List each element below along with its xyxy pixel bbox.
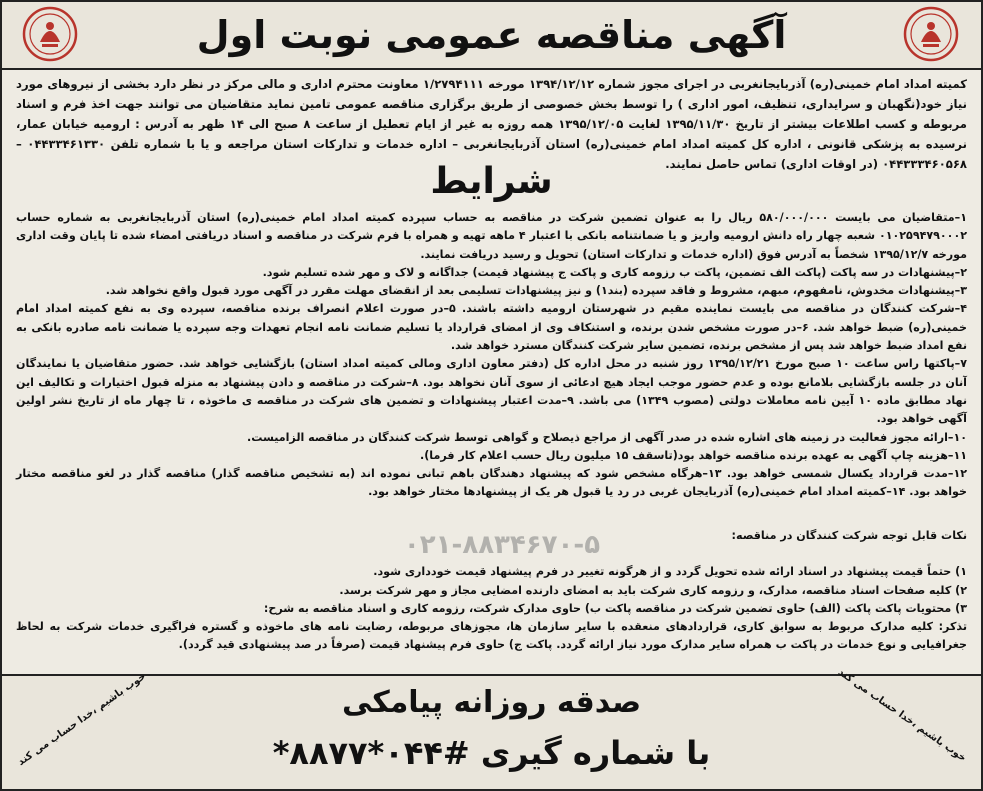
footer-dial-code: با شماره گیری #۰۴۴*۸۸۷۷* [272, 734, 711, 772]
condition-item: ۱۱–هزینه چاپ آگهی به عهده برنده مناقصه خواهد بود(تاسقف ۱۵ میلیون ریال حسب اعلام کار فرما). [420, 448, 967, 462]
note-item: ۱) حتماً قیمت پیشنهاد در اسناد ارائه شده تحویل گردد و از هرگونه تغییر در فرم پیشنهاد قیمت خودداری شود. [373, 565, 967, 579]
condition-item: ۷–پاکتها راس ساعت ۱۰ صبح مورخ ۱۳۹۵/۱۲/۲۱ روز شنبه در محل اداره کل (دفتر معاون اداری ومالی کمیته امداد استان) بازگشایی خواهد شد. حضور متقاضیان یا نمایندگان آنان در جلسه بازگشایی بلامانع بوده و عدم حضور موجب ایجاد هیچ ادعائی از سوی آنان نخواهد بود. ۸–شرکت در مناقصه و دادن پیشنهاد به منزله قبول اختیارات و تکالیف این نهاد مطابق ماده ۱۰ آیین نامه معاملات دولتی (مصوب ۱۳۴۹) می باشد. ۹–مدت اعتبار پیشنهادات و تضمین های شرکت در مناقصه ی ماخوذه ، تا چهار ماه از تاریخ نشر اولین آگهی خواهد بود. [16, 357, 968, 426]
note-item: ۲) کلیه صفحات اسناد مناقصه، مدارک، و رزومه کاری شرکت باید به امضای دارنده امضایی مجاز و مهر شرکت برسد. [339, 583, 967, 597]
page-title: آگهی مناقصه عمومی نوبت اول [196, 13, 787, 57]
conditions-list [16, 209, 967, 502]
phone-watermark: ۰۲۱-۸۸۳۴۶۷۰-۵ [403, 530, 601, 560]
header [2, 2, 981, 70]
condition-item: ۲–پیشنهادات در سه پاکت (پاکت الف تضمین، پاکت ب رزومه کاری و پاکت ج پیشنهاد قیمت) جداگانه و لاک و مهر شده تسلیم شود. [262, 265, 967, 279]
condition-item: ۱–متقاضیان می بایست ۵۸۰/۰۰۰/۰۰۰ ریال را به عنوان تضمین شرکت در مناقصه به حساب سپرده کمیته امداد امام خمینی(ره) استان آذربایجانغربی به شماره حساب ۰۱۰۲۵۹۴۷۹۰۰۰۲ شعبه چهار راه دانش ارومیه واریز و یا ضمانتنامه بانکی با اعتبار ۴ ماهه تهیه و همراه با فرم شرکت در مناقصه و اسناد دریافتی امضاء شده تا پایان وقت اداری مورخه ۱۳۹۵/۱۲/۷ شخصاً به آدرس فوق (اداره خدمات و تدارکات استان) تحویل و رسید دریافت نمایند. [16, 211, 967, 261]
condition-item: ۳–پیشنهادات مخدوش، نامفهوم، مبهم، مشروط و فاقد سپرده (بند۱) و نیز پیشنهادات تسلیمی بعد از انقضای مهلت مقرر در آگهی مورد قبول واقع نخواهد شد. [105, 284, 967, 298]
intro-paragraph: کمیته امداد امام خمینی(ره) آذربایجانغربی در اجرای مجوز شماره ۱۳۹۴/۱۲/۱۲ مورخه ۱/۲۷۹۴۱۱۱ معاونت محترم اداری و مالی مرکز در نظر دارد بخشی از نیروهای مورد نیاز خود(نگهبان و سرایداری، تنظیف، امور اداری ) را توسط بخش خصوصی از طریق برگزاری مناقصه عمومی تامین نماید متقاضیان می توانند جهت اخذ فرم و اسناد مربوطه و کسب اطلاعات بیشتر از تاریخ ۱۳۹۵/۱۱/۳۰ لغایت ۱۳۹۵/۱۲/۰۵ همه روزه به غیر از ایام تعطیل از ساعت ۸ صبح الی ۱۴ ظهر به آدرس : ارومیه خیابان عمار، نرسیده به پزشکی قانونی ، اداره کل کمیته امداد امام خمینی(ره) استان آذربایجانغربی – اداره خدمات و تدارکات استان مراجعه و یا با شماره تلفن ۰۴۴۳۳۴۶۱۳۳۰ – ۰۴۴۳۳۳۴۶۰۵۶۸ (در اوقات اداری) تماس حاصل نمایند. [16, 77, 967, 171]
note-item: ۳) محتویات پاکت پاکت (الف) حاوی تضمین شرکت در مناقصه پاکت ب) حاوی مدارک شرکت، رزومه کاری و اسناد مناقصه به شرح: [263, 601, 967, 615]
footer-title: صدقه روزانه پیامکی [341, 685, 642, 720]
condition-item: ۱۲–مدت قرارداد یکسال شمسی خواهد بود. ۱۳–هرگاه مشخص شود که پیشنهاد دهندگان باهم تبانی نموده اند (به تشخیص مناقصه گذار) مناقصه گذار در لغو مناقصه مختار خواهد بود. ۱۴–کمیته امداد امام خمینی(ره) آذربایجان غربی در رد یا قبول هر یک از پیشنهادها مختار خواهد بود. [16, 467, 967, 499]
note-item: تذکر: کلیه مدارک مربوط به سوابق کاری، قراردادهای منعقده با سایر سازمان ها، مجوزهای مربوطه، رضایت نامه های ماخوذه و گستره فراگیری خدمات شرکت به لحاظ جغرافیایی و نوع خدمات در پاکت ب همراه سایر مدارک مورد نیاز ارائه گردد. پاکت ج) حاوی فرم پیشنهاد قیمت (صرفاً در صد پیشنهادی قید گردد). [16, 620, 967, 652]
emblem-icon [903, 6, 959, 62]
condition-item: ۱۰–ارائه مجوز فعالیت در زمینه های اشاره شده در صدر آگهی از مراجع ذیصلاح و گواهی توسط شرکت کنندگان در مناقصه الزامیست. [246, 430, 967, 444]
conditions-heading: شرایط [430, 161, 553, 202]
slogan-right: خوب باشیم ،خدا حساب می کند [835, 666, 969, 765]
slogan-left: خوب باشیم ،خدا حساب می کند [15, 670, 149, 769]
footer-banner [2, 666, 981, 789]
notes-heading: نکات قابل توجه شرکت کنندگان در مناقصه: [731, 529, 967, 542]
emblem-icon [22, 6, 78, 62]
condition-item: ۴–شرکت کنندگان در مناقصه می بایست نماینده مقیم در شهرستان ارومیه داشته باشند. ۵–در صورت اعلام انصراف برنده مناقصه، سپرده وی به نفع کمیته امداد امام خمینی(ره) ضبط خواهد شد. ۶–در صورت مشخص شدن برنده، و استنکاف وی از امضای قرارداد یا تسلیم ضمانت نامه انجام تعهدات وجه سپرده یا ضمانت نامه صادره بانکی به نفع امداد ضبط خواهد شد پس از مشخص برنده، تضمین سایر شرکت کنندگان مسترد خواهد شد. [16, 302, 967, 353]
